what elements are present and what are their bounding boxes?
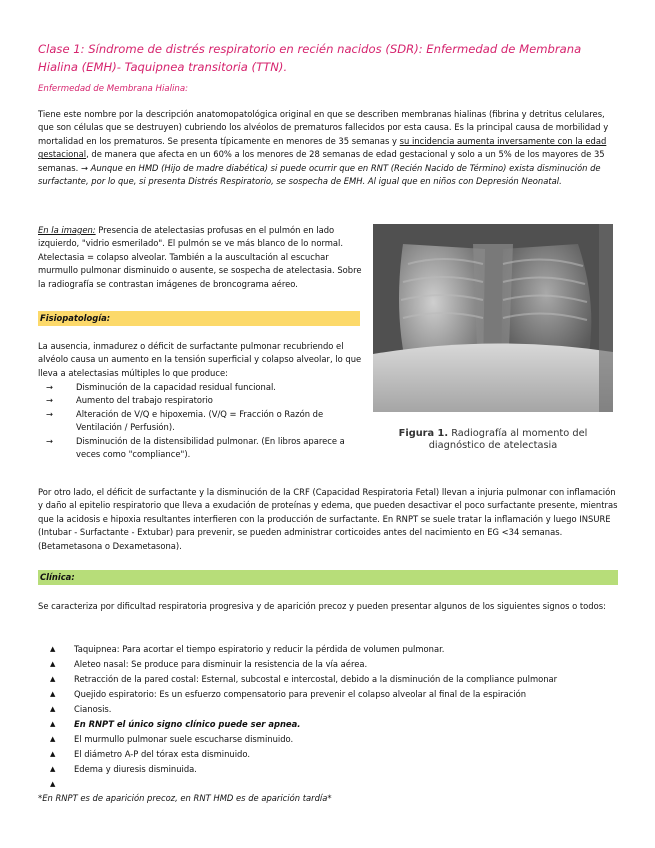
list-item: ▲ El murmullo pulmonar suele escucharse disminuido.: [50, 732, 620, 747]
chest-xray-icon: [373, 224, 613, 412]
arrow-icon: →: [46, 435, 54, 446]
triangle-icon: ▲: [50, 660, 56, 668]
figure-label: Figura 1.: [398, 428, 449, 439]
triangle-icon: ▲: [50, 720, 56, 728]
fisio-list: [46, 381, 361, 461]
list-item: ▲ En RNPT el único signo clínico puede ser apnea.: [50, 717, 620, 732]
fisio-intro: La ausencia, inmadurez o déficit de surfactante pulmonar recubriendo el alvéolo causa un aumento en la tensión superficial y colapso alveolar, lo que lleva a atelectasias múltiples lo que produce:: [38, 341, 362, 378]
intro-underlined: su incidencia aumenta inversamente con la edad gestacional: [38, 135, 607, 160]
list-item: ▲ Quejido espiratorio: Es un esfuerzo compensatorio para prevenir el colapso alveolar al final de la espiración: [50, 687, 620, 702]
triangle-icon: ▲: [50, 645, 56, 653]
chest-xray-image: [373, 224, 613, 412]
image-description: [38, 224, 363, 291]
figure-text: Radiografía al momento del diagnóstico de atelectasia: [428, 428, 588, 451]
list-item: ▲ Taquipnea: Para acortar el tiempo espiratorio y reducir la pérdida de volumen pulmonar.: [50, 642, 620, 657]
triangle-icon: ▲: [50, 780, 56, 788]
intro-paragraph: [38, 108, 620, 188]
list-item: [50, 777, 620, 792]
triangle-icon: ▲: [50, 675, 56, 683]
list-item: ▲ Edema y diuresis disminuida.: [50, 762, 620, 777]
triangle-icon: ▲: [50, 750, 56, 758]
list-item: ▲ Cianosis.: [50, 702, 620, 717]
clinica-intro: Se caracteriza por dificultad respiratoria progresiva y de aparición precoz y pueden presentar algunos de los siguientes signos o todos:: [38, 601, 606, 611]
image-text: Presencia de atelectasias profusas en el pulmón en lado izquierdo, "vidrio esmerilado". El pulmón se ve más blanco de lo normal. Atelectasia = colapso alveolar. También a la auscultación al escuchar murmullo pulmonar disminuido o ausente, se sospecha de atelectasia. Sobre la radiografía se contrastan imágenes de broncograma aéreo.: [38, 225, 362, 289]
list-item: ▲ Retracción de la pared costal: Esternal, subcostal e intercostal, debido a la disminución de la compliance pulmonar: [50, 672, 620, 687]
clinica-heading: Clínica:: [38, 570, 618, 585]
clinica-list: [50, 642, 620, 792]
list-item: ▲ El diámetro A-P del tórax esta disminuido.: [50, 747, 620, 762]
list-item: → Disminución de la distensibilidad pulmonar. (En libros aparece a veces como "compliance").: [46, 435, 345, 460]
arrow-icon: →: [46, 395, 54, 406]
triangle-icon: ▲: [50, 690, 56, 698]
triangle-icon: ▲: [50, 735, 56, 743]
intro-note: → Aunque en HMD (Hijo de madre diabética) si puede ocurrir que en RNT (Recién Nacido de Término) exista disminución de surfactante, por lo que, si presenta Distrés Respiratorio, se sospecha de EMH. Al igual que en niños con Depresión Neonatal.: [38, 162, 601, 187]
page-title: Clase 1: Síndrome de distrés respiratorio en recién nacidos (SDR): Enfermedad de Membrana Hialina (EMH)- Taquipnea transitoria (TTN).: [38, 42, 582, 74]
intro-text-1: Tiene este nombre por la descripción anatomopatológica original en que se describen membranas hialinas (fibrina y detritus celulares, que son células que se destruyen) cubriendo los alvéolos de prematuros fallecidos por esta causa. Es la principal causa de morbilidad y mortalidad en los prematuros. Se presenta típicamente en menores de 35 semanas y: [38, 109, 609, 146]
list-item: → Alteración de V/Q e hipoxemia. (V/Q = Fracción o Razón de Ventilación / Perfusión).: [46, 408, 324, 433]
image-label: En la imagen:: [38, 225, 96, 235]
intro-text-2: , de manera que afecta en un 60% a los menores de 28 semanas de edad gestacional y solo a un 5% de los mayores de 35 semanas.: [38, 149, 605, 173]
list-item: ▲ Aleteo nasal: Se produce para disminuir la resistencia de la vía aérea.: [50, 657, 620, 672]
section-subtitle: Enfermedad de Membrana Hialina:: [38, 84, 189, 94]
arrow-icon: →: [46, 408, 54, 419]
fisio-outro: Por otro lado, el déficit de surfactante y la disminución de la CRF (Capacidad Respiratoria Fetal) llevan a injuria pulmonar con inflamación y daño al epitelio respiratorio que lleva a exudación de proteínas y edema, que pueden desactivar el poco surfactante presente, mientras que la acidosis e hipoxia resultantes interfieren con la producción de surfactante. En RNPT se suele tratar la inflamación y luego INSURE (Intubar - Surfactante - Extubar) para prevenir, se pueden administrar corticoides antes del nacimiento en EG <34 semanas. (Betametasona o Dexametasona).: [38, 487, 618, 551]
arrow-icon: →: [46, 382, 54, 392]
triangle-icon: ▲: [50, 705, 56, 713]
list-item: → Aumento del trabajo respiratorio: [46, 394, 361, 407]
fisiopatologia-heading: Fisiopatología:: [38, 311, 360, 326]
triangle-icon: ▲: [50, 765, 56, 773]
figure-caption: [373, 428, 613, 452]
clinica-footnote: *En RNPT es de aparición precoz, en RNT HMD es de aparición tardía*: [38, 793, 332, 803]
list-item: → Disminución de la capacidad residual funcional.: [46, 381, 361, 394]
